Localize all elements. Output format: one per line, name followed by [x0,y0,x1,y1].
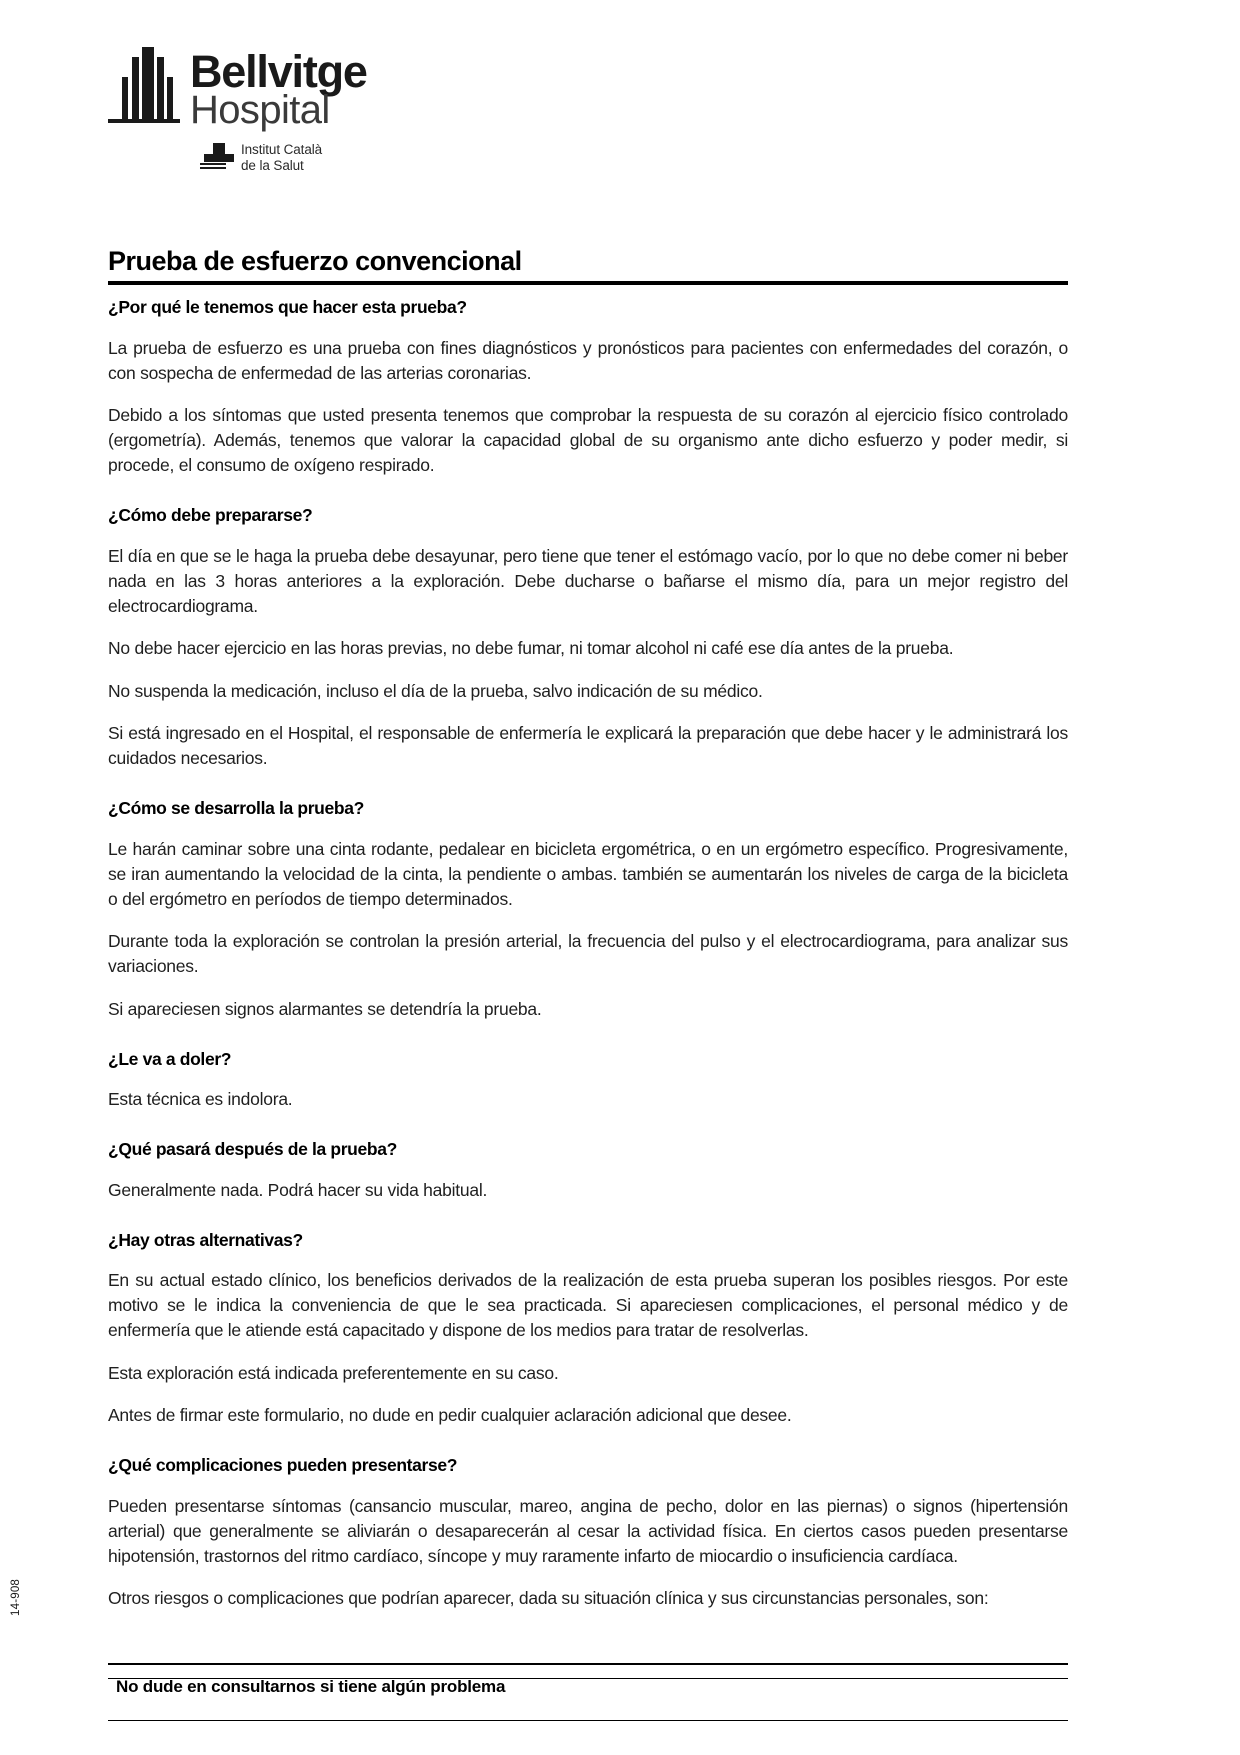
logo-brand-secondary: Hospital [190,88,330,132]
logo-wordmark [190,46,367,132]
form-reference-code: 14-908 [10,1578,22,1616]
write-in-line[interactable] [108,1721,1068,1755]
institut-catala-salut-logo [200,142,508,174]
section-paragraph: Si está ingresado en el Hospital, el responsable de enfermería le explicará la preparación que debe hacer y le administrará los cuidados necesarios. [108,723,1068,769]
title-divider [108,281,1068,285]
document-body [108,297,1068,1755]
content-section [108,798,1068,1022]
section-paragraph: No suspenda la medicación, incluso el día de la prueba, salvo indicación de su médico. [108,680,763,701]
section-heading: ¿Por qué le tenemos que hacer esta prueba? [108,297,467,317]
section-heading: ¿Qué complicaciones pueden presentarse? [108,1455,458,1476]
section-paragraph: Le harán caminar sobre una cinta rodante, pedalear en bicicleta ergométrica, o en un ergómetro específico. Progresivamente, se iran aumentando la velocidad de la cinta, la pendiente o ambas. también se aumentarán los niveles de carga de la bicicleta o del ergómetro en períodos de tiempo determinados. [108,838,1068,909]
section-paragraph: Esta exploración está indicada preferentemente en su caso. [108,1362,559,1383]
logo-brand-primary: Bellvitge [190,46,367,98]
section-heading: ¿Le va a doler? [108,1048,232,1069]
section-paragraph: El día en que se le haga la prueba debe desayunar, pero tiene que tener el estómago vacío, por lo que no debe comer ni beber nada en las 3 horas anteriores a la exploración. Debe ducharse o bañarse el mismo día, para un mejor registro del electrocardiograma. [108,545,1068,616]
section-paragraph: La prueba de esfuerzo es una prueba con fines diagnósticos y pronósticos para pacientes con enfermedades del corazón, o con sospecha de enfermedad de las arterias coronarias. [108,337,1068,383]
section-paragraph: Pueden presentarse síntomas (cansancio muscular, mareo, angina de pecho, dolor en las piernas) o signos (hipertensión arterial) que generalmente se aliviarán o desaparecerán al cesar la actividad física. En ciertos casos pueden presentarse hipotensión, trastornos del ritmo cardíaco, síncope y muy raramente infarto de miocardio o insuficiencia cardíaca. [108,1495,1068,1566]
section-paragraph: Antes de firmar este formulario, no dude en pedir cualquier aclaración adicional que desee. [108,1405,792,1426]
section-heading: ¿Qué pasará después de la prueba? [108,1139,397,1160]
hospital-logo [108,42,508,174]
document-footer [108,1663,1068,1697]
page-title: Prueba de esfuerzo convencional [108,246,522,276]
bellvitge-buildings-mark-icon [108,42,180,128]
content-section [108,1139,1068,1203]
ics-line-1: Institut Català [241,142,323,157]
ics-line-2: de la Salut [241,157,304,173]
institut-catala-salut-cross-icon [200,143,234,173]
footer-note: No dude en consultarnos si tiene algún problema [116,1677,506,1697]
logo-main-row [108,42,508,132]
section-heading: ¿Hay otras alternativas? [108,1229,303,1250]
section-paragraph: Durante toda la exploración se controlan la presión arterial, la frecuencia del pulso y el electrocardiograma, para analizar sus variaciones. [108,931,1068,977]
content-section [108,1455,1068,1611]
section-paragraph: En su actual estado clínico, los beneficios derivados de la realización de esta prueba superan los posibles riesgos. Por este motivo se le indica la conveniencia de que le sea practicada. Si apareciesen complicaciones, el personal médico y de enfermería que le atiende está capacitado y dispone de los medios para tratar de resolverlas. [108,1270,1068,1341]
section-heading: ¿Cómo se desarrolla la prueba? [108,798,364,819]
section-paragraph: Debido a los síntomas que usted presenta tenemos que comprobar la respuesta de su corazón al ejercicio físico controlado (ergometría). Además, tenemos que valorar la capacidad global de su organismo ante dicho esfuerzo y poder medir, si procede, el consumo de oxígeno respirado. [108,405,1068,476]
content-section [108,297,1068,478]
section-paragraph: Si apareciesen signos alarmantes se detendría la prueba. [108,998,542,1019]
section-paragraph: Otros riesgos o complicaciones que podrían aparecer, dada su situación clínica y sus circunstancias personales, son: [108,1588,989,1609]
content-section [108,505,1068,771]
section-heading: ¿Cómo debe prepararse? [108,505,313,526]
document-title-block [108,246,1068,285]
content-section [108,1230,1068,1429]
section-paragraph: Esta técnica es indolora. [108,1089,293,1110]
section-paragraph: Generalmente nada. Podrá hacer su vida habitual. [108,1179,488,1200]
section-paragraph: No debe hacer ejercicio en las horas previas, no debe fumar, ni tomar alcohol ni café ese día antes de la prueba. [108,638,954,659]
content-section [108,1049,1068,1113]
institut-catala-salut-text [241,142,322,174]
